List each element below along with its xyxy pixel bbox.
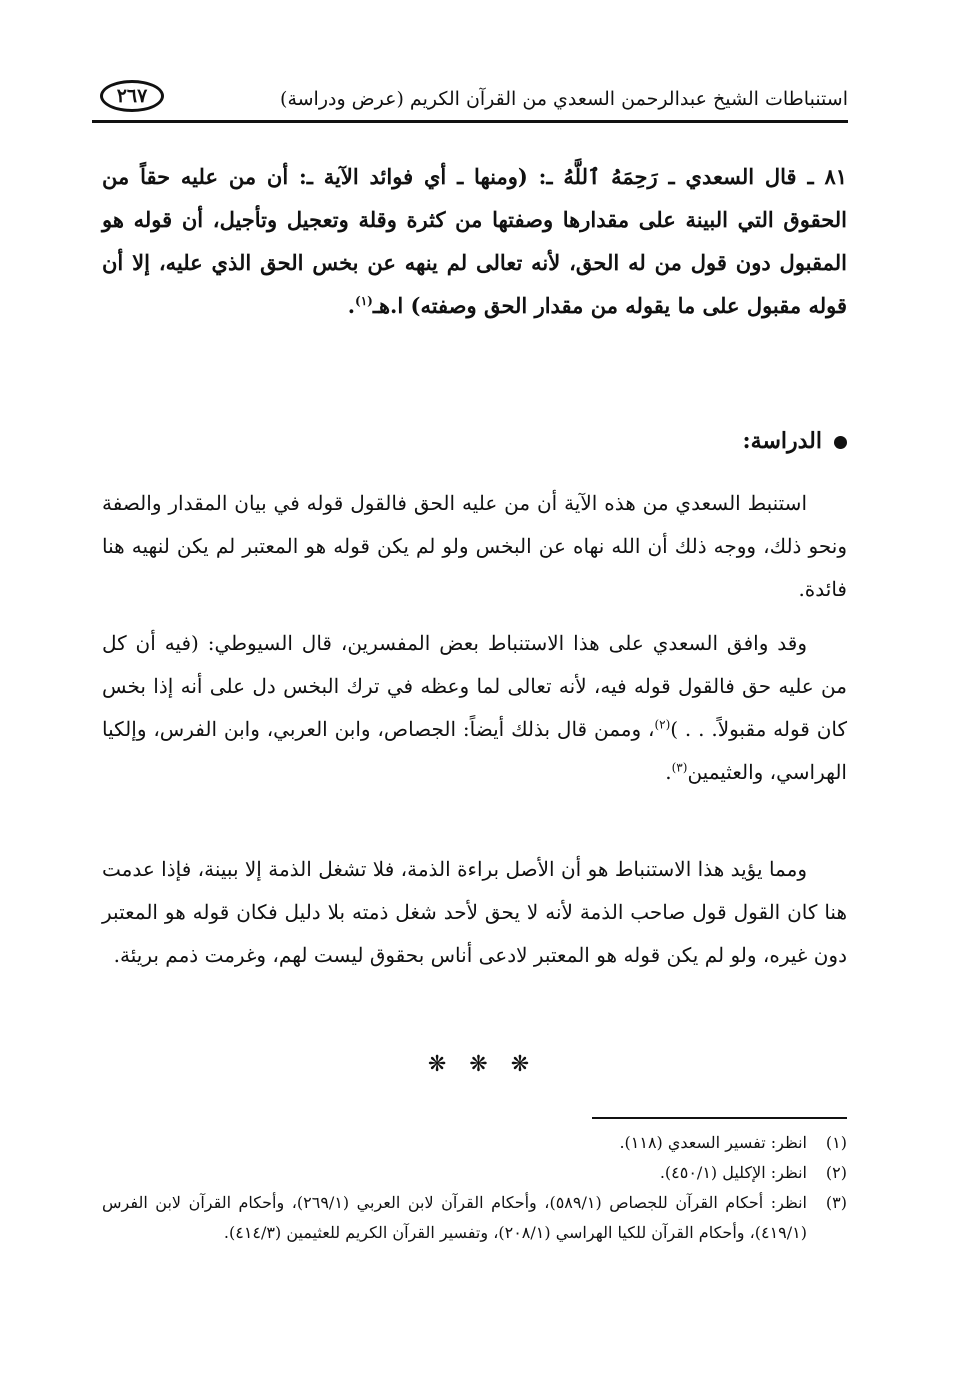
- footnote-ref-1[interactable]: (١): [355, 294, 373, 308]
- footnote-number: (١): [825, 1133, 847, 1152]
- footnote-text: انظر: أحكام القرآن للجصاص (٥٨٩/١)، وأحكام القرآن لابن العربي (٢٦٩/١)، وأحكام القرآن لابن الفرس (٤١٩/١)، وأحكام القرآن للكيا الهراسي (٢٠٨/١)، وتفسير القرآن الكريم للعثيمين (٤١٤/٣).: [102, 1193, 808, 1242]
- paragraph-2-part-a: وقد وافق السعدي على هذا الاستنباط بعض المفسرين، قال السيوطي: (فيه أن كل من عليه حق فالقول قوله فيه، لأنه تعالى لما وعظه في ترك البخس دل على أنه إذا بخس كان قوله مقبولاً. . . ): [102, 631, 848, 741]
- paragraph-2-part-b: ، وممن قال بذلك أيضاً: الجصاص، وابن العربي، وابن الفرس، وإلكيا الهراسي، والعثيمين: [102, 717, 847, 784]
- footnote-ref-2[interactable]: (٢): [654, 717, 671, 732]
- running-title: استنباطات الشيخ عبدالرحمن السعدي من القرآن الكريم (عرض ودراسة): [280, 88, 848, 110]
- page-number-badge: ٢٦٧: [100, 80, 164, 112]
- footnotes: [102, 1128, 847, 1248]
- footnote-ref-3[interactable]: (٣): [671, 760, 688, 775]
- quote-text: ٨١ ـ قال السعدي ـ رَحِمَهُ ٱللَّهُ ـ: (ومنها ـ أي فوائد الآية ـ: أن من عليه حقاً من الحقوق التي البينة على مقدارها وصفتها من كثرة وقلة وتعجيل وتأجيل، أن قوله هو المقبول دون قول من له الحق، لأنه تعالى لم ينهه عن بخس الحق الذي عليه، إلا أن قوله مقبول على ما يقوله من مقدار الحق وصفته) ا.هـ: [102, 164, 847, 318]
- section-separator: ❋ ❋ ❋: [427, 1052, 538, 1077]
- footnote-text: انظر: تفسير السعدي (١١٨).: [619, 1133, 807, 1152]
- section-heading: [743, 428, 847, 454]
- footnote-item: [102, 1128, 847, 1158]
- quoted-passage: [102, 155, 847, 327]
- footnote-number: (٢): [825, 1163, 847, 1182]
- bullet-icon: [834, 436, 847, 449]
- footnote-number: (٣): [825, 1193, 847, 1212]
- footnote-text: انظر: الإكليل (٤٥٠/١).: [659, 1163, 807, 1182]
- paragraph-2: [102, 622, 847, 794]
- quote-end: .: [347, 293, 355, 318]
- footnote-item: [102, 1188, 847, 1248]
- paragraph-1: استنبط السعدي من هذه الآية أن من عليه الحق فالقول قوله في بيان المقدار والصفة ونحو ذلك، ووجه ذلك أن الله نهاه عن البخس ولو لم يكن قوله هو المعتبر لم يكن لنهيه هنا فائدة.: [102, 491, 847, 601]
- header-rule: [92, 120, 848, 123]
- footnote-item: [102, 1158, 847, 1188]
- page-header: [92, 74, 848, 124]
- section-heading-label: الدراسة:: [742, 428, 822, 454]
- footnote-rule: [592, 1117, 847, 1119]
- paragraph-2-end: .: [665, 760, 672, 784]
- paragraph-3: ومما يؤيد هذا الاستنباط هو أن الأصل براءة الذمة، فلا تشغل الذمة إلا ببينة، فإذا عدمت هنا كان القول قول صاحب الذمة لأنه لا يحق لأحد شغل ذمته بلا دليل فكان قوله هو المعتبر دون غيره، ولو لم يكن قوله هو المعتبر لادعى أناس بحقوق ليست لهم، وغرمت ذمم بريئة.: [102, 857, 847, 967]
